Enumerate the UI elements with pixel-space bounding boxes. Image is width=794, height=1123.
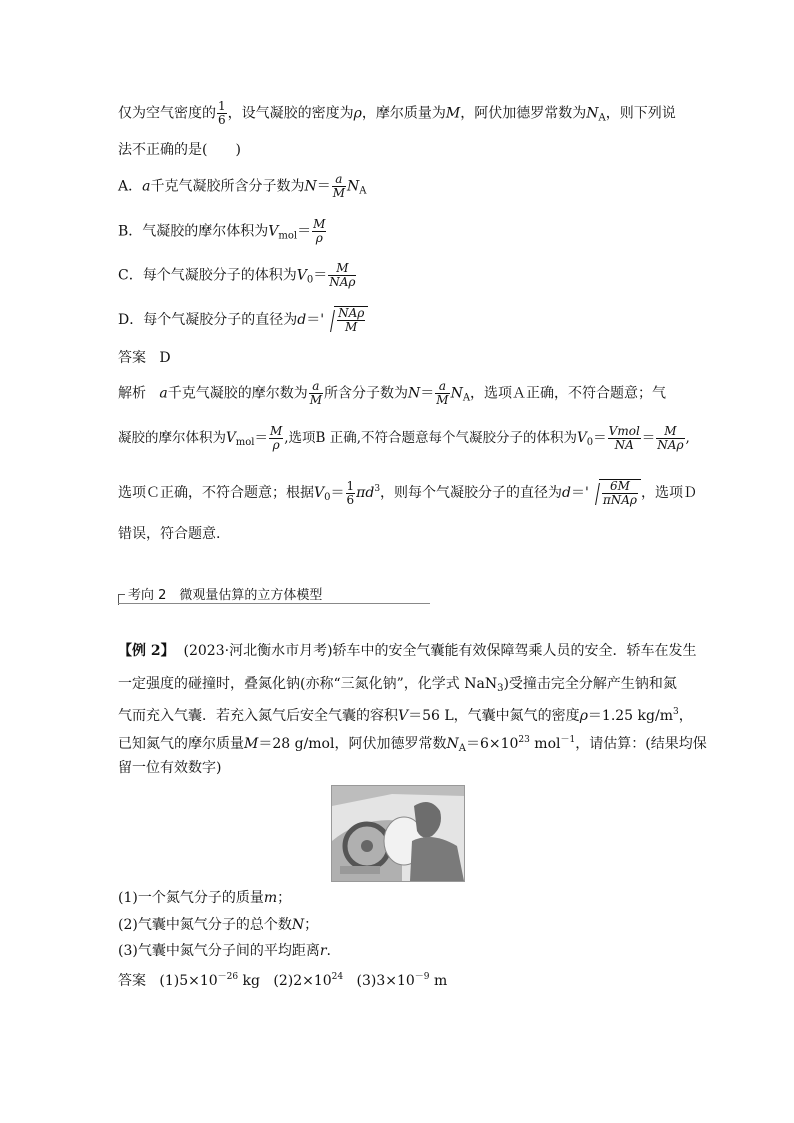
analysis-line3: 选项Ｃ正确，不符合题意；根据$V_0=$ $\frac{1}{6}$ $\pi d^3$，则每个气凝胶分子的直径为d＝' $\frac{6M}{\text{πNAρ}}$ ，选项Ｄ bbox=[118, 478, 697, 507]
answer-line: 答案 D bbox=[118, 350, 171, 366]
airbag-illustration bbox=[331, 785, 465, 882]
ex2-tag: 【例 2】 bbox=[118, 643, 175, 659]
ex2-q2: (2)气囊中氮气分子的总个数N； bbox=[118, 917, 319, 933]
ex2-line2: 一定强度的碰撞时，叠氮化钠(亦称“三氮化钠”，化学式 NaN$_3$)受撞击完全分解产生钠和氮 bbox=[118, 676, 677, 694]
analysis-line4: 错误，符合题意. bbox=[118, 526, 221, 542]
analysis-line2: 凝胶的摩尔体积为$V_{mol}=$ $\frac{M}{\rho}$ ,选项B 正确,不符合题意每个气凝胶分子的体积为$V_0=$ $\frac{\text{Vmol}}{NA}$ ＝ $\frac{M}{\text{NAρ}}$ , bbox=[118, 424, 690, 452]
ex2-line4: 已知氮气的摩尔质量M＝28 g/mol，阿伏加德罗常数$N_A=6\times 10^{23}$ mol$^{-1}$，请估算：(结果均保 bbox=[118, 735, 707, 754]
option-b: B．气凝胶的摩尔体积为$V_{mol}=$ $\frac{M}{\rho}$ bbox=[118, 217, 326, 245]
section-header bbox=[118, 584, 430, 604]
ex2-q3: (3)气囊中氮气分子间的平均距离r. bbox=[118, 943, 331, 959]
q1-stem-line2: 法不正确的是( ) bbox=[118, 142, 241, 158]
fraction-one-sixth: $\frac{1}{6}$ bbox=[218, 99, 226, 127]
analysis-line1: 解析 a千克气凝胶的摩尔数为 $\frac{a}{M}$ 所含分子数为N＝ $\frac{a}{M}$ $N_A$，选项Ａ正确，不符合题意；气 bbox=[118, 379, 667, 407]
option-c: C．每个气凝胶分子的体积为$V_0=$ $\frac{M}{\text{NAρ}}$ bbox=[118, 261, 356, 289]
ex2-line3: 气而充入气囊．若充入氮气后安全气囊的容积V＝56 L，气囊中氮气的密度ρ＝1.25 $kg/m^3$， bbox=[118, 707, 693, 724]
q1-stem-line1: 仅为空气密度的 $\frac{1}{6}$ ，设气凝胶的密度为ρ，摩尔质量为M，阿伏加德罗常数为$N_A$，则下列说 bbox=[118, 99, 676, 127]
sqrt-sign: $\frac{\text{NAρ}}{M}$ bbox=[324, 306, 368, 334]
option-d: D．每个气凝胶分子的直径为d＝' $\frac{\text{NAρ}}{M}$ bbox=[118, 306, 368, 334]
airbag-drawing bbox=[332, 786, 464, 881]
ex2-line5: 留一位有效数字) bbox=[118, 760, 222, 776]
option-a: A．a千克气凝胶所含分子数为N＝ $\frac{a}{M}$ $N_A$ bbox=[118, 172, 367, 200]
section-title: 考向 2 微观量估算的立方体模型 bbox=[128, 588, 323, 603]
ex2-q1: (1)一个氮气分子的质量m； bbox=[118, 890, 292, 906]
ex2-line1: 【例 2】 (2023·河北衡水市月考)轿车中的安全气囊能有效保障驾乘人员的安全．轿车在发生 bbox=[118, 643, 697, 659]
ex2-answer: 答案 $(1)5\times 10^{-26}$ kg $(2)2\times 10^{24}$ $(3)3\times 10^{-9}$ m bbox=[118, 972, 448, 989]
section-underline bbox=[118, 603, 430, 604]
